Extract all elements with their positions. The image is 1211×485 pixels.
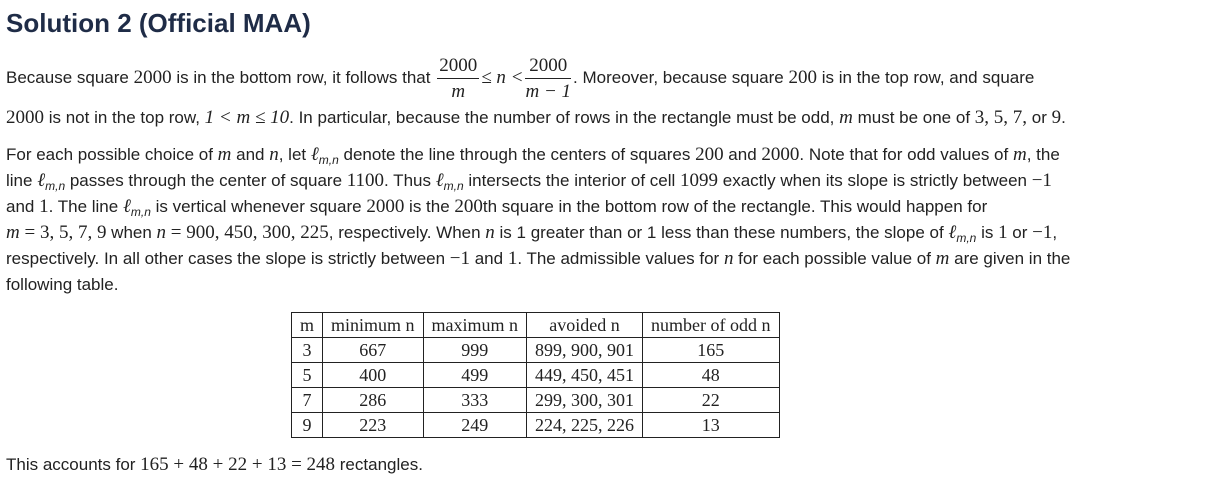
table-cell: 3 bbox=[292, 338, 323, 363]
math: ℓ bbox=[948, 222, 957, 243]
text: and bbox=[6, 197, 40, 216]
math: m bbox=[217, 144, 232, 165]
math-subscript: m,n bbox=[443, 179, 464, 193]
fraction-numerator: 2000 bbox=[437, 56, 479, 79]
table-cell: 13 bbox=[643, 413, 779, 438]
table-cell: 9 bbox=[292, 413, 323, 438]
math: ℓ bbox=[122, 196, 131, 217]
paragraph-2-line-5 bbox=[6, 246, 1070, 272]
text: . The line bbox=[48, 197, 123, 216]
text: . Moreover, because square bbox=[573, 67, 789, 87]
text: , let bbox=[278, 145, 311, 164]
text: . Thus bbox=[384, 171, 436, 190]
math: m bbox=[1012, 144, 1027, 165]
paragraph-1-line-1 bbox=[6, 56, 1034, 101]
text: , bbox=[1052, 223, 1058, 242]
math: m bbox=[6, 222, 20, 243]
math: m bbox=[839, 107, 853, 128]
inequality: ≤ n < bbox=[481, 66, 524, 88]
fraction-numerator: 2000 bbox=[525, 56, 571, 79]
text: exactly when its slope is strictly between bbox=[718, 171, 1032, 190]
table-cell: 7 bbox=[292, 388, 323, 413]
text: are given in the bbox=[949, 249, 1071, 268]
math: 200 bbox=[788, 66, 817, 88]
math: 2000 bbox=[366, 196, 405, 217]
table-header: minimum n bbox=[323, 313, 424, 338]
math: 1 bbox=[39, 196, 49, 217]
table-header: m bbox=[292, 313, 323, 338]
math-subscript: m,n bbox=[318, 153, 339, 167]
math: −1 bbox=[1031, 170, 1052, 191]
text: is in the bottom row, it follows that bbox=[171, 67, 436, 87]
table-header: avoided n bbox=[527, 313, 643, 338]
text: must be one of bbox=[852, 108, 975, 127]
math: ℓ bbox=[37, 170, 46, 191]
math-subscript: m,n bbox=[45, 179, 66, 193]
text: or bbox=[1027, 108, 1052, 127]
text: or bbox=[1007, 223, 1033, 242]
table-cell: 249 bbox=[423, 413, 527, 438]
math: 200 bbox=[695, 144, 724, 165]
table-cell: 286 bbox=[323, 388, 424, 413]
fraction-2000-over-m-minus-1 bbox=[525, 56, 571, 101]
math: n bbox=[485, 222, 495, 243]
text: rectangles. bbox=[335, 455, 423, 474]
math: 2000 bbox=[6, 107, 44, 128]
text: , respectively. When bbox=[328, 223, 486, 242]
text: This accounts for bbox=[6, 455, 141, 474]
text: when bbox=[106, 223, 157, 242]
table-cell: 999 bbox=[423, 338, 527, 363]
paragraph-2-line-6 bbox=[6, 272, 118, 298]
text: is not in the top row, bbox=[44, 108, 205, 127]
table-row bbox=[292, 363, 780, 388]
table-cell: 499 bbox=[423, 363, 527, 388]
table-cell: 48 bbox=[643, 363, 779, 388]
math: 3, 5, 7, bbox=[974, 107, 1028, 128]
text: line bbox=[6, 171, 38, 190]
math: 1 bbox=[507, 248, 518, 269]
math: ℓ bbox=[310, 144, 319, 165]
math-subscript: m,n bbox=[956, 231, 977, 245]
table-cell: 667 bbox=[323, 338, 424, 363]
text: is 1 greater than or 1 less than these numbers, the slope of bbox=[494, 223, 949, 242]
math: = 900, 450, 300, 225 bbox=[166, 222, 329, 243]
math: n bbox=[156, 222, 167, 243]
fraction-2000-over-m bbox=[437, 56, 479, 101]
table-row bbox=[292, 413, 780, 438]
math: 2000 bbox=[761, 144, 800, 165]
fraction-denominator: m bbox=[451, 81, 466, 102]
text: , the bbox=[1026, 145, 1060, 164]
math: 200 bbox=[454, 196, 483, 217]
text: intersects the interior of cell bbox=[463, 171, 681, 190]
text: passes through the center of square bbox=[65, 171, 347, 190]
page-title: Solution 2 (Official MAA) bbox=[6, 8, 311, 38]
table-cell: 449, 450, 451 bbox=[527, 363, 643, 388]
text: . In particular, because the number of rows in the rectangle must be odd, bbox=[289, 108, 840, 127]
text: th square in the bottom row of the rectangle. This would happen for bbox=[482, 197, 988, 216]
text: for each possible value of bbox=[733, 249, 936, 268]
math: 1100 bbox=[346, 170, 385, 191]
text: and bbox=[470, 249, 508, 268]
math: −1 bbox=[449, 248, 470, 269]
text: is in the top row, and square bbox=[816, 67, 1035, 87]
math: 1 bbox=[998, 222, 1008, 243]
text: . The admissible values for bbox=[517, 249, 724, 268]
text: and bbox=[231, 145, 270, 164]
text: following table. bbox=[6, 275, 119, 294]
math-subscript: m,n bbox=[130, 205, 151, 219]
math: m bbox=[935, 248, 950, 269]
table-cell: 333 bbox=[423, 388, 527, 413]
paragraph-1-line-2 bbox=[6, 105, 1066, 131]
table-cell: 223 bbox=[323, 413, 424, 438]
table-header: number of odd n bbox=[643, 313, 779, 338]
text: For each possible choice of bbox=[6, 145, 218, 164]
table-row bbox=[292, 338, 780, 363]
table-header-row bbox=[292, 313, 780, 338]
table-cell: 299, 300, 301 bbox=[527, 388, 643, 413]
text: is vertical whenever square bbox=[150, 197, 367, 216]
table-cell: 224, 225, 226 bbox=[527, 413, 643, 438]
table-cell: 22 bbox=[643, 388, 779, 413]
text: and bbox=[723, 145, 762, 164]
table-cell: 165 bbox=[643, 338, 779, 363]
math: 1 < m ≤ 10 bbox=[204, 107, 290, 128]
table-header: maximum n bbox=[423, 313, 527, 338]
text: is bbox=[976, 223, 999, 242]
math: −1 bbox=[1032, 222, 1053, 243]
text: respectively. In all other cases the slope is strictly between bbox=[6, 249, 450, 268]
text: Because square bbox=[6, 67, 134, 87]
math: 165 + 48 + 22 + 13 = 248 bbox=[140, 454, 336, 475]
table-cell: 400 bbox=[323, 363, 424, 388]
text: . bbox=[1061, 108, 1066, 127]
table-cell: 899, 900, 901 bbox=[527, 338, 643, 363]
text: denote the line through the centers of squares bbox=[338, 145, 696, 164]
math: ℓ bbox=[435, 170, 444, 191]
admissible-values-table bbox=[291, 312, 780, 438]
math: = 3, 5, 7, 9 bbox=[19, 222, 107, 243]
table-cell: 5 bbox=[292, 363, 323, 388]
math: n bbox=[269, 144, 279, 165]
math: 2000 bbox=[133, 66, 172, 88]
text: . Note that for odd values of bbox=[799, 145, 1013, 164]
math: 1099 bbox=[680, 170, 719, 191]
table-row bbox=[292, 388, 780, 413]
fraction-denominator: m − 1 bbox=[525, 81, 572, 102]
text: is the bbox=[404, 197, 455, 216]
math: 9 bbox=[1051, 107, 1062, 128]
paragraph-3 bbox=[6, 452, 423, 478]
math: n bbox=[723, 248, 734, 269]
